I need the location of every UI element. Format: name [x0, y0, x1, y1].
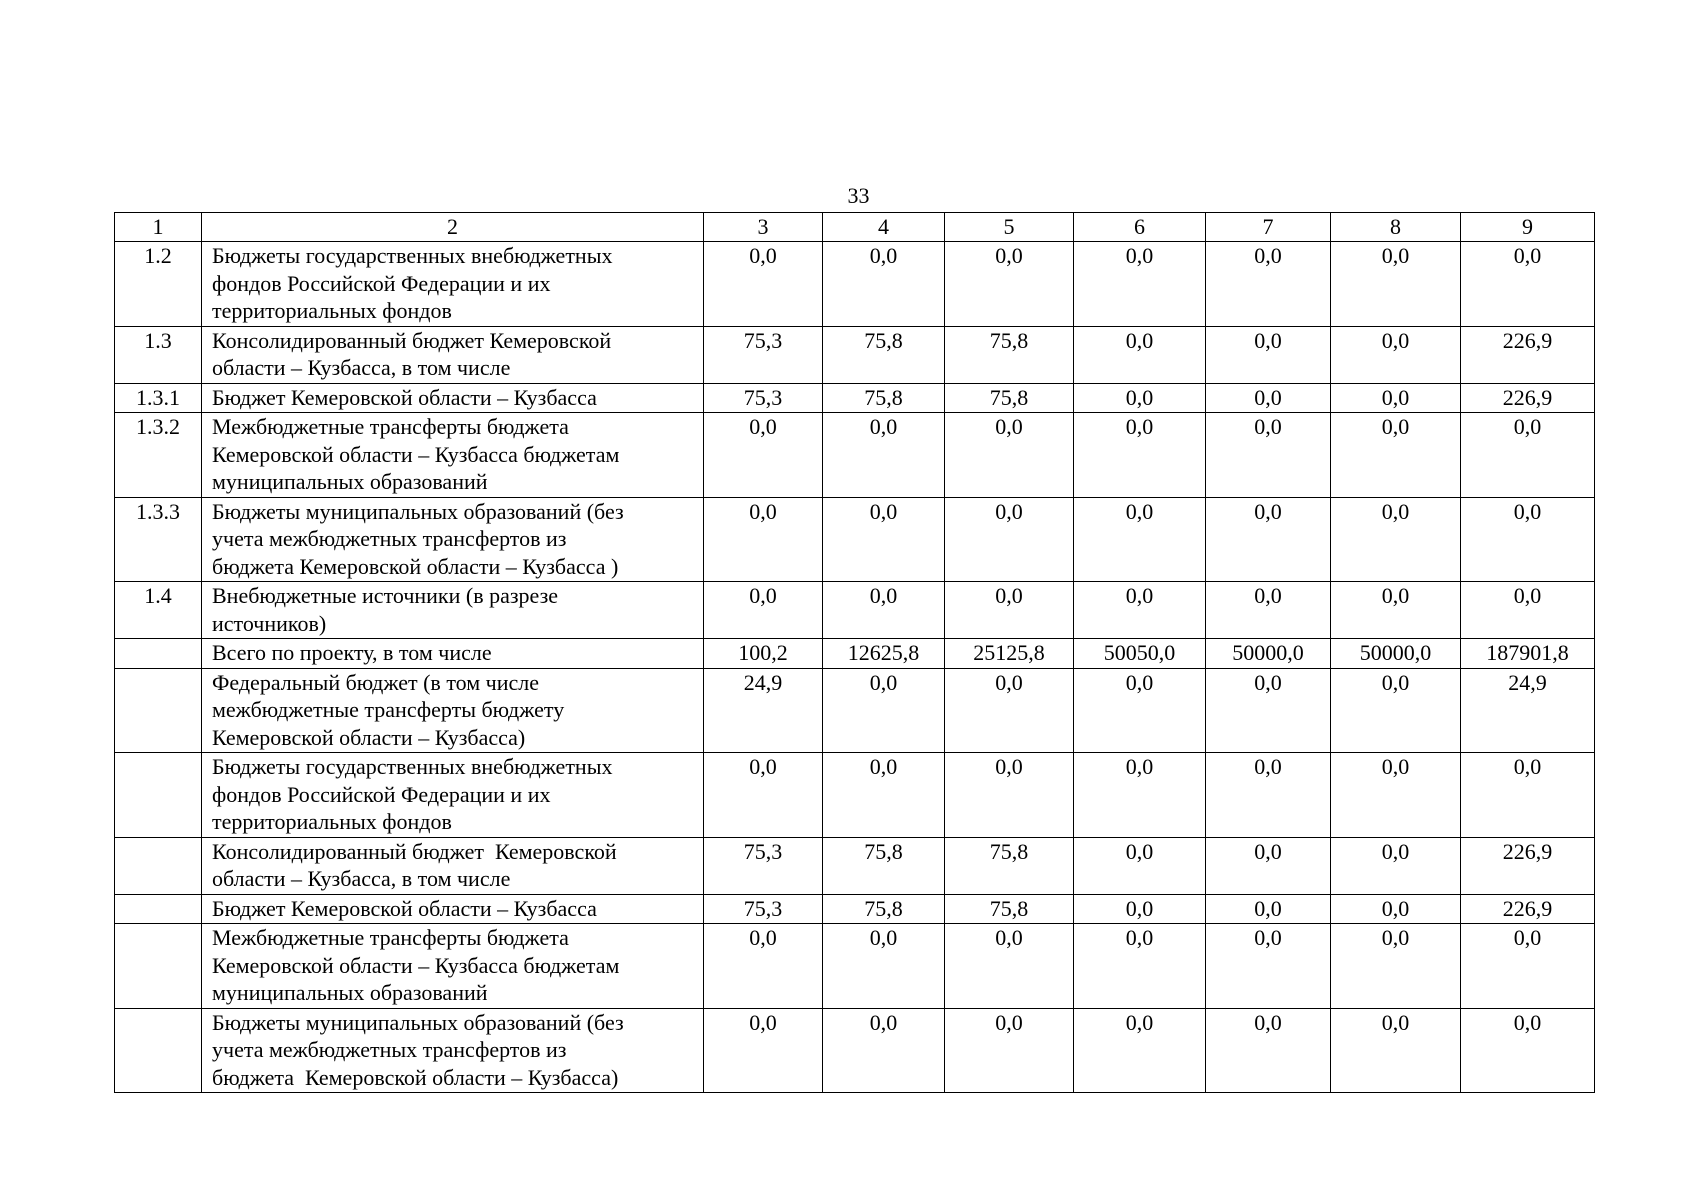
- value-cell: 226,9: [1461, 383, 1595, 413]
- description-line: Бюджет Кемеровской области – Кузбасса: [212, 384, 597, 410]
- value-cell: 0,0: [1331, 924, 1461, 1009]
- value-cell: 0,0: [945, 413, 1074, 498]
- value-cell: 0,0: [945, 242, 1074, 327]
- description-line: муниципальных образований: [212, 980, 488, 1005]
- row-description-cell: [202, 753, 704, 838]
- value-cell: 0,0: [1461, 413, 1595, 498]
- description-line: Межбюджетные трансферты бюджета: [212, 414, 569, 439]
- value-cell: 0,0: [1461, 753, 1595, 838]
- value-cell: 75,8: [823, 894, 945, 924]
- row-number-cell: [115, 924, 202, 1009]
- value-cell: 226,9: [1461, 326, 1595, 383]
- description-line: территориальных фондов: [212, 809, 452, 834]
- header-cell: 2: [202, 213, 704, 242]
- value-cell: 0,0: [1206, 924, 1331, 1009]
- value-cell: 0,0: [1206, 242, 1331, 327]
- value-cell: 12625,8: [823, 639, 945, 669]
- value-cell: 0,0: [1331, 753, 1461, 838]
- value-cell: 25125,8: [945, 639, 1074, 669]
- value-cell: 50000,0: [1331, 639, 1461, 669]
- description-line: Бюджеты государственных внебюджетных: [212, 243, 613, 268]
- table-row: [115, 753, 1595, 838]
- description-line: Бюджеты государственных внебюджетных: [212, 754, 613, 779]
- description-line: фондов Российской Федерации и их: [212, 781, 551, 807]
- value-cell: 75,8: [945, 326, 1074, 383]
- table-header-row: [115, 213, 1595, 242]
- value-cell: 0,0: [1206, 413, 1331, 498]
- value-cell: 0,0: [1206, 582, 1331, 639]
- description-line: Федеральный бюджет (в том числе: [212, 669, 539, 695]
- row-description-cell: [202, 894, 704, 924]
- row-description-cell: [202, 413, 704, 498]
- value-cell: 24,9: [1461, 668, 1595, 753]
- table-row: [115, 497, 1595, 582]
- value-cell: 0,0: [704, 1008, 823, 1093]
- table-row: [115, 894, 1595, 924]
- budget-table: [114, 212, 1595, 1093]
- row-description-cell: [202, 639, 704, 669]
- row-number-cell: 1.3.1: [115, 383, 202, 413]
- row-number-cell: 1.3.3: [115, 497, 202, 582]
- row-description-cell: [202, 497, 704, 582]
- description-line: бюджета Кемеровской области – Кузбасса ): [212, 553, 619, 579]
- value-cell: 0,0: [1074, 894, 1206, 924]
- value-cell: 24,9: [704, 668, 823, 753]
- table-row: [115, 413, 1595, 498]
- row-description-cell: [202, 1008, 704, 1093]
- table-row: [115, 582, 1595, 639]
- value-cell: 0,0: [823, 924, 945, 1009]
- value-cell: 0,0: [1206, 326, 1331, 383]
- description-line: Кемеровской области – Кузбасса): [212, 724, 526, 750]
- value-cell: 0,0: [1461, 242, 1595, 327]
- value-cell: 0,0: [823, 497, 945, 582]
- value-cell: 0,0: [945, 924, 1074, 1009]
- value-cell: 75,8: [945, 383, 1074, 413]
- row-number-cell: 1.4: [115, 582, 202, 639]
- description-line: Консолидированный бюджет Кемеровской: [212, 327, 612, 353]
- value-cell: 0,0: [1331, 1008, 1461, 1093]
- value-cell: 0,0: [1206, 837, 1331, 894]
- row-number-cell: [115, 753, 202, 838]
- description-line: территориальных фондов: [212, 298, 452, 323]
- description-line: Консолидированный бюджет Кемеровской: [212, 838, 617, 864]
- row-description-cell: [202, 837, 704, 894]
- value-cell: 0,0: [1074, 582, 1206, 639]
- value-cell: 75,3: [704, 383, 823, 413]
- value-cell: 0,0: [1074, 668, 1206, 753]
- value-cell: 0,0: [945, 668, 1074, 753]
- description-line: Бюджеты муниципальных образований (без: [212, 1009, 624, 1035]
- value-cell: 0,0: [1461, 582, 1595, 639]
- value-cell: 0,0: [1074, 383, 1206, 413]
- value-cell: 0,0: [1331, 837, 1461, 894]
- value-cell: 0,0: [704, 413, 823, 498]
- table-row: [115, 1008, 1595, 1093]
- description-line: Кемеровской области – Кузбасса бюджетам: [212, 441, 620, 467]
- value-cell: 75,3: [704, 894, 823, 924]
- value-cell: 0,0: [1206, 668, 1331, 753]
- value-cell: 0,0: [1074, 497, 1206, 582]
- row-number-cell: [115, 639, 202, 669]
- value-cell: 0,0: [945, 1008, 1074, 1093]
- table-body: [115, 213, 1595, 1093]
- value-cell: 0,0: [823, 582, 945, 639]
- value-cell: 0,0: [1206, 383, 1331, 413]
- description-line: Внебюджетные источники (в разрезе: [212, 583, 559, 608]
- value-cell: 0,0: [1331, 383, 1461, 413]
- value-cell: 0,0: [1206, 753, 1331, 838]
- description-line: источников): [212, 610, 327, 636]
- value-cell: 0,0: [704, 924, 823, 1009]
- value-cell: 226,9: [1461, 894, 1595, 924]
- row-description-cell: [202, 326, 704, 383]
- value-cell: 75,8: [945, 837, 1074, 894]
- description-line: учета межбюджетных трансфертов из: [212, 1037, 567, 1062]
- description-line: Бюджеты муниципальных образований (без: [212, 498, 624, 524]
- value-cell: 75,8: [823, 326, 945, 383]
- row-number-cell: [115, 837, 202, 894]
- row-description-cell: [202, 383, 704, 413]
- table-row: [115, 383, 1595, 413]
- value-cell: 0,0: [1074, 413, 1206, 498]
- value-cell: 0,0: [945, 753, 1074, 838]
- value-cell: 0,0: [1074, 753, 1206, 838]
- table-row: [115, 668, 1595, 753]
- value-cell: 75,8: [823, 383, 945, 413]
- row-number-cell: [115, 894, 202, 924]
- value-cell: 0,0: [1074, 924, 1206, 1009]
- value-cell: 226,9: [1461, 837, 1595, 894]
- row-number-cell: [115, 1008, 202, 1093]
- value-cell: 0,0: [704, 753, 823, 838]
- header-cell: 4: [823, 213, 945, 242]
- value-cell: 0,0: [945, 497, 1074, 582]
- table-row: [115, 326, 1595, 383]
- value-cell: 0,0: [823, 1008, 945, 1093]
- value-cell: 0,0: [1461, 924, 1595, 1009]
- description-line: Межбюджетные трансферты бюджета: [212, 925, 569, 950]
- value-cell: 0,0: [1331, 894, 1461, 924]
- value-cell: 0,0: [1331, 582, 1461, 639]
- row-number-cell: 1.3.2: [115, 413, 202, 498]
- table-row: [115, 837, 1595, 894]
- value-cell: 0,0: [823, 242, 945, 327]
- value-cell: 0,0: [1331, 497, 1461, 582]
- value-cell: 75,8: [823, 837, 945, 894]
- value-cell: 0,0: [823, 753, 945, 838]
- header-cell: 1: [115, 213, 202, 242]
- value-cell: 0,0: [1461, 1008, 1595, 1093]
- description-line: бюджета Кемеровской области – Кузбасса): [212, 1064, 619, 1090]
- description-line: Бюджет Кемеровской области – Кузбасса: [212, 895, 597, 921]
- description-line: области – Кузбасса, в том числе: [212, 866, 511, 891]
- value-cell: 75,3: [704, 326, 823, 383]
- header-cell: 6: [1074, 213, 1206, 242]
- value-cell: 0,0: [823, 413, 945, 498]
- description-line: Всего по проекту, в том числе: [212, 640, 492, 665]
- value-cell: 0,0: [1331, 668, 1461, 753]
- header-cell: 8: [1331, 213, 1461, 242]
- value-cell: 100,2: [704, 639, 823, 669]
- row-number-cell: 1.2: [115, 242, 202, 327]
- value-cell: 0,0: [945, 582, 1074, 639]
- value-cell: 0,0: [1206, 894, 1331, 924]
- value-cell: 0,0: [704, 582, 823, 639]
- value-cell: 0,0: [1331, 242, 1461, 327]
- value-cell: 0,0: [1074, 1008, 1206, 1093]
- header-cell: 5: [945, 213, 1074, 242]
- value-cell: 50050,0: [1074, 639, 1206, 669]
- row-description-cell: [202, 242, 704, 327]
- value-cell: 0,0: [1331, 326, 1461, 383]
- table-row: [115, 242, 1595, 327]
- description-line: учета межбюджетных трансфертов из: [212, 526, 567, 551]
- value-cell: 0,0: [1074, 242, 1206, 327]
- value-cell: 0,0: [704, 242, 823, 327]
- value-cell: 187901,8: [1461, 639, 1595, 669]
- value-cell: 50000,0: [1206, 639, 1331, 669]
- page-number: 33: [847, 183, 870, 208]
- row-description-cell: [202, 924, 704, 1009]
- value-cell: 75,3: [704, 837, 823, 894]
- row-number-cell: [115, 668, 202, 753]
- description-line: области – Кузбасса, в том числе: [212, 355, 511, 380]
- header-cell: 7: [1206, 213, 1331, 242]
- row-description-cell: [202, 668, 704, 753]
- description-line: фондов Российской Федерации и их: [212, 270, 551, 296]
- table-row: [115, 924, 1595, 1009]
- value-cell: 75,8: [945, 894, 1074, 924]
- value-cell: 0,0: [1074, 837, 1206, 894]
- value-cell: 0,0: [1331, 413, 1461, 498]
- description-line: межбюджетные трансферты бюджету: [212, 697, 565, 722]
- value-cell: 0,0: [704, 497, 823, 582]
- row-number-cell: 1.3: [115, 326, 202, 383]
- description-line: муниципальных образований: [212, 469, 488, 494]
- value-cell: 0,0: [1074, 326, 1206, 383]
- value-cell: 0,0: [823, 668, 945, 753]
- value-cell: 0,0: [1206, 497, 1331, 582]
- value-cell: 0,0: [1461, 497, 1595, 582]
- row-description-cell: [202, 582, 704, 639]
- header-cell: 9: [1461, 213, 1595, 242]
- header-cell: 3: [704, 213, 823, 242]
- table-row: [115, 639, 1595, 669]
- value-cell: 0,0: [1206, 1008, 1331, 1093]
- description-line: Кемеровской области – Кузбасса бюджетам: [212, 952, 620, 978]
